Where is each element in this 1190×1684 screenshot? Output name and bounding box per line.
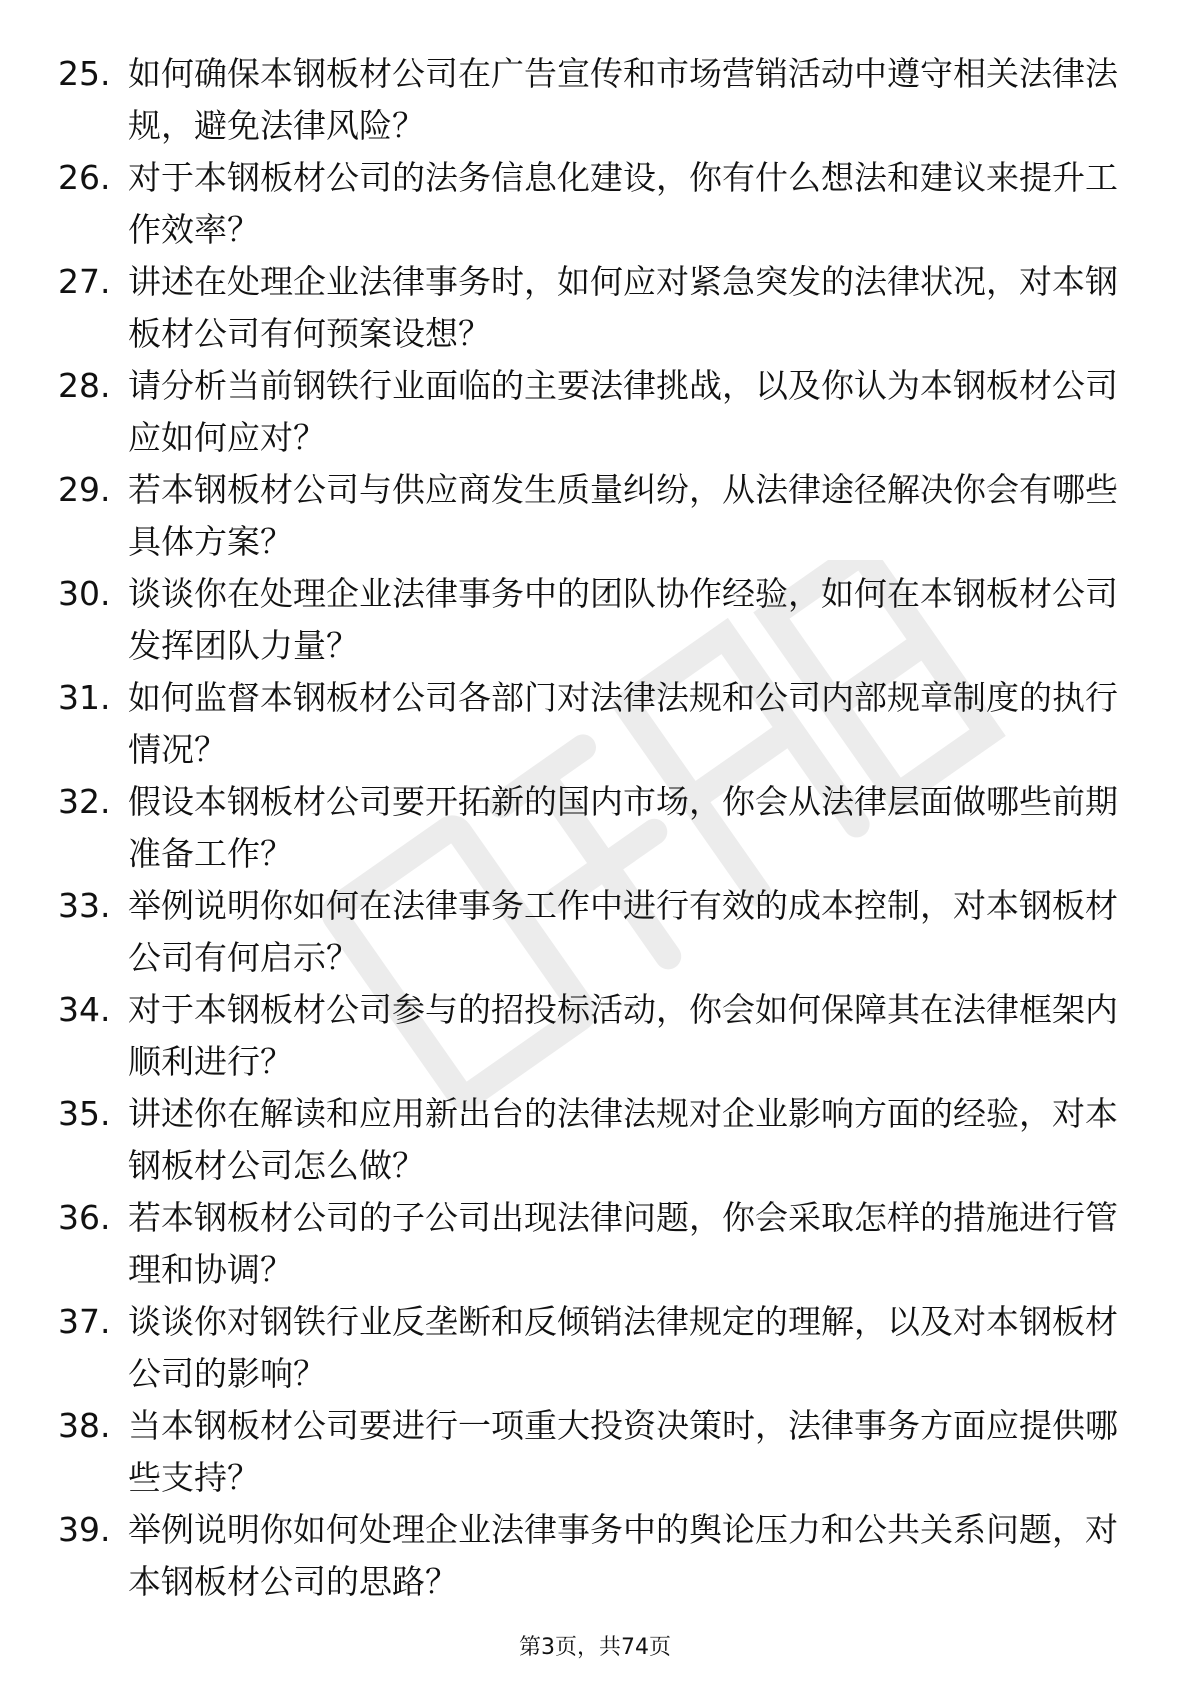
list-item (58, 1504, 1118, 1608)
list-item (58, 568, 1118, 672)
question-text: 请分析当前钢铁行业面临的主要法律挑战，以及你认为本钢板材公司应如何应对？ (128, 366, 1118, 457)
question-text: 讲述你在解读和应用新出台的法律法规对企业影响方面的经验，对本钢板材公司怎么做？ (128, 1094, 1118, 1185)
list-item (58, 256, 1118, 360)
question-number: 32. (58, 782, 111, 821)
question-text: 如何确保本钢板材公司在广告宣传和市场营销活动中遵守相关法律法规，避免法律风险？ (128, 54, 1118, 145)
question-number: 33. (58, 886, 111, 925)
question-number: 37. (58, 1302, 111, 1341)
question-number: 39. (58, 1510, 111, 1549)
question-text: 举例说明你如何在法律事务工作中进行有效的成本控制，对本钢板材公司有何启示？ (128, 886, 1118, 977)
list-item (58, 1192, 1118, 1296)
list-item (58, 1400, 1118, 1504)
question-list (58, 48, 1118, 1608)
question-number: 30. (58, 574, 111, 613)
question-text: 谈谈你在处理企业法律事务中的团队协作经验，如何在本钢板材公司发挥团队力量？ (128, 574, 1118, 665)
question-number: 29. (58, 470, 111, 509)
question-number: 34. (58, 990, 111, 1029)
question-number: 25. (58, 54, 111, 93)
question-text: 谈谈你对钢铁行业反垄断和反倾销法律规定的理解，以及对本钢板材公司的影响？ (128, 1302, 1118, 1393)
question-number: 27. (58, 262, 111, 301)
question-text: 如何监督本钢板材公司各部门对法律法规和公司内部规章制度的执行情况？ (128, 678, 1118, 769)
question-number: 36. (58, 1198, 111, 1237)
question-text: 举例说明你如何处理企业法律事务中的舆论压力和公共关系问题，对本钢板材公司的思路？ (128, 1510, 1118, 1601)
list-item (58, 1296, 1118, 1400)
list-item (58, 464, 1118, 568)
page-number-label: 第3页，共74页 (519, 1635, 671, 1660)
question-text: 对于本钢板材公司的法务信息化建设，你有什么想法和建议来提升工作效率？ (128, 158, 1118, 249)
list-item (58, 776, 1118, 880)
question-text: 讲述在处理企业法律事务时，如何应对紧急突发的法律状况，对本钢板材公司有何预案设想？ (128, 262, 1118, 353)
question-number: 31. (58, 678, 111, 717)
list-item (58, 152, 1118, 256)
question-number: 28. (58, 366, 111, 405)
question-number: 38. (58, 1406, 111, 1445)
list-item (58, 984, 1118, 1088)
list-item (58, 880, 1118, 984)
question-text: 当本钢板材公司要进行一项重大投资决策时，法律事务方面应提供哪些支持？ (128, 1406, 1118, 1497)
list-item (58, 1088, 1118, 1192)
question-text: 假设本钢板材公司要开拓新的国内市场，你会从法律层面做哪些前期准备工作？ (128, 782, 1118, 873)
page-footer (0, 1630, 1190, 1661)
list-item (58, 48, 1118, 152)
question-number: 26. (58, 158, 111, 197)
question-text: 对于本钢板材公司参与的招投标活动，你会如何保障其在法律框架内顺利进行？ (128, 990, 1118, 1081)
question-number: 35. (58, 1094, 111, 1133)
list-item (58, 672, 1118, 776)
question-text: 若本钢板材公司的子公司出现法律问题，你会采取怎样的措施进行管理和协调？ (128, 1198, 1118, 1289)
list-item (58, 360, 1118, 464)
question-text: 若本钢板材公司与供应商发生质量纠纷，从法律途径解决你会有哪些具体方案？ (128, 470, 1118, 561)
